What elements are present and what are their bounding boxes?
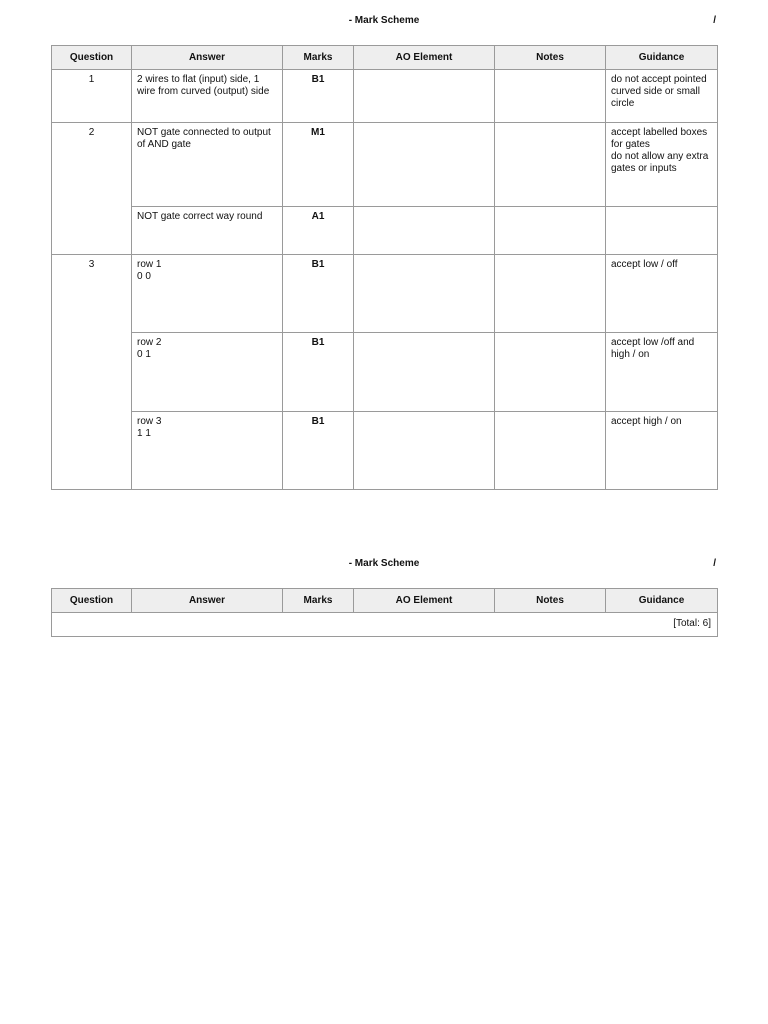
marks-cell: B1 [283, 333, 354, 412]
mark-scheme-table [51, 45, 718, 490]
answer-cell: 2 wires to flat (input) side, 1 wire from curved (output) side [132, 70, 283, 123]
answer-cell: NOT gate connected to output of AND gate [132, 123, 283, 207]
guidance-cell: accept low /off and high / on [606, 333, 718, 412]
table-row [52, 412, 718, 490]
total-marks: [Total: 6] [673, 618, 711, 629]
question-cell: 3 [52, 255, 132, 490]
guidance-cell: do not accept pointed curved side or small circle [606, 70, 718, 123]
ao-element-cell [354, 207, 495, 255]
ao-element-cell [354, 412, 495, 490]
table-row [52, 207, 718, 255]
column-header-question: Question [52, 589, 132, 613]
table-row [52, 255, 718, 333]
column-header-guidance: Guidance [606, 46, 718, 70]
guidance-cell: accept low / off [606, 255, 718, 333]
ao-element-cell [354, 70, 495, 123]
notes-cell [495, 70, 606, 123]
page-header [51, 558, 717, 574]
column-header-question: Question [52, 46, 132, 70]
column-header-ao-element: AO Element [354, 589, 495, 613]
notes-cell [495, 255, 606, 333]
notes-cell [495, 207, 606, 255]
table-header-row [52, 589, 718, 613]
notes-cell [495, 333, 606, 412]
table-row [52, 123, 718, 207]
guidance-cell [606, 207, 718, 255]
marks-cell: B1 [283, 255, 354, 333]
column-header-answer: Answer [132, 46, 283, 70]
ao-element-cell [354, 333, 495, 412]
marks-cell: B1 [283, 70, 354, 123]
notes-cell [495, 123, 606, 207]
column-header-ao-element: AO Element [354, 46, 495, 70]
column-header-answer: Answer [132, 589, 283, 613]
page-title: - Mark Scheme [348, 558, 420, 569]
total-row [52, 613, 718, 637]
column-header-guidance: Guidance [606, 589, 718, 613]
marks-cell: B1 [283, 412, 354, 490]
ao-element-cell [354, 123, 495, 207]
page-number-separator: / [713, 558, 716, 569]
table-row [52, 333, 718, 412]
page-number-separator: / [713, 15, 716, 26]
answer-cell: row 1 0 0 [132, 255, 283, 333]
table-row [52, 70, 718, 123]
answer-cell: row 2 0 1 [132, 333, 283, 412]
marks-cell: A1 [283, 207, 354, 255]
column-header-notes: Notes [495, 46, 606, 70]
answer-cell: row 3 1 1 [132, 412, 283, 490]
ao-element-cell [354, 255, 495, 333]
column-header-marks: Marks [283, 589, 354, 613]
question-cell: 2 [52, 123, 132, 255]
column-header-notes: Notes [495, 589, 606, 613]
mark-scheme-table-continued [51, 588, 718, 637]
column-header-marks: Marks [283, 46, 354, 70]
table-header-row [52, 46, 718, 70]
marks-cell: M1 [283, 123, 354, 207]
page-title: - Mark Scheme [348, 15, 420, 26]
question-cell: 1 [52, 70, 132, 123]
guidance-cell: accept high / on [606, 412, 718, 490]
total-cell [52, 613, 718, 637]
notes-cell [495, 412, 606, 490]
guidance-cell: accept labelled boxes for gates do not allow any extra gates or inputs [606, 123, 718, 207]
page-header [51, 15, 717, 31]
answer-cell: NOT gate correct way round [132, 207, 283, 255]
